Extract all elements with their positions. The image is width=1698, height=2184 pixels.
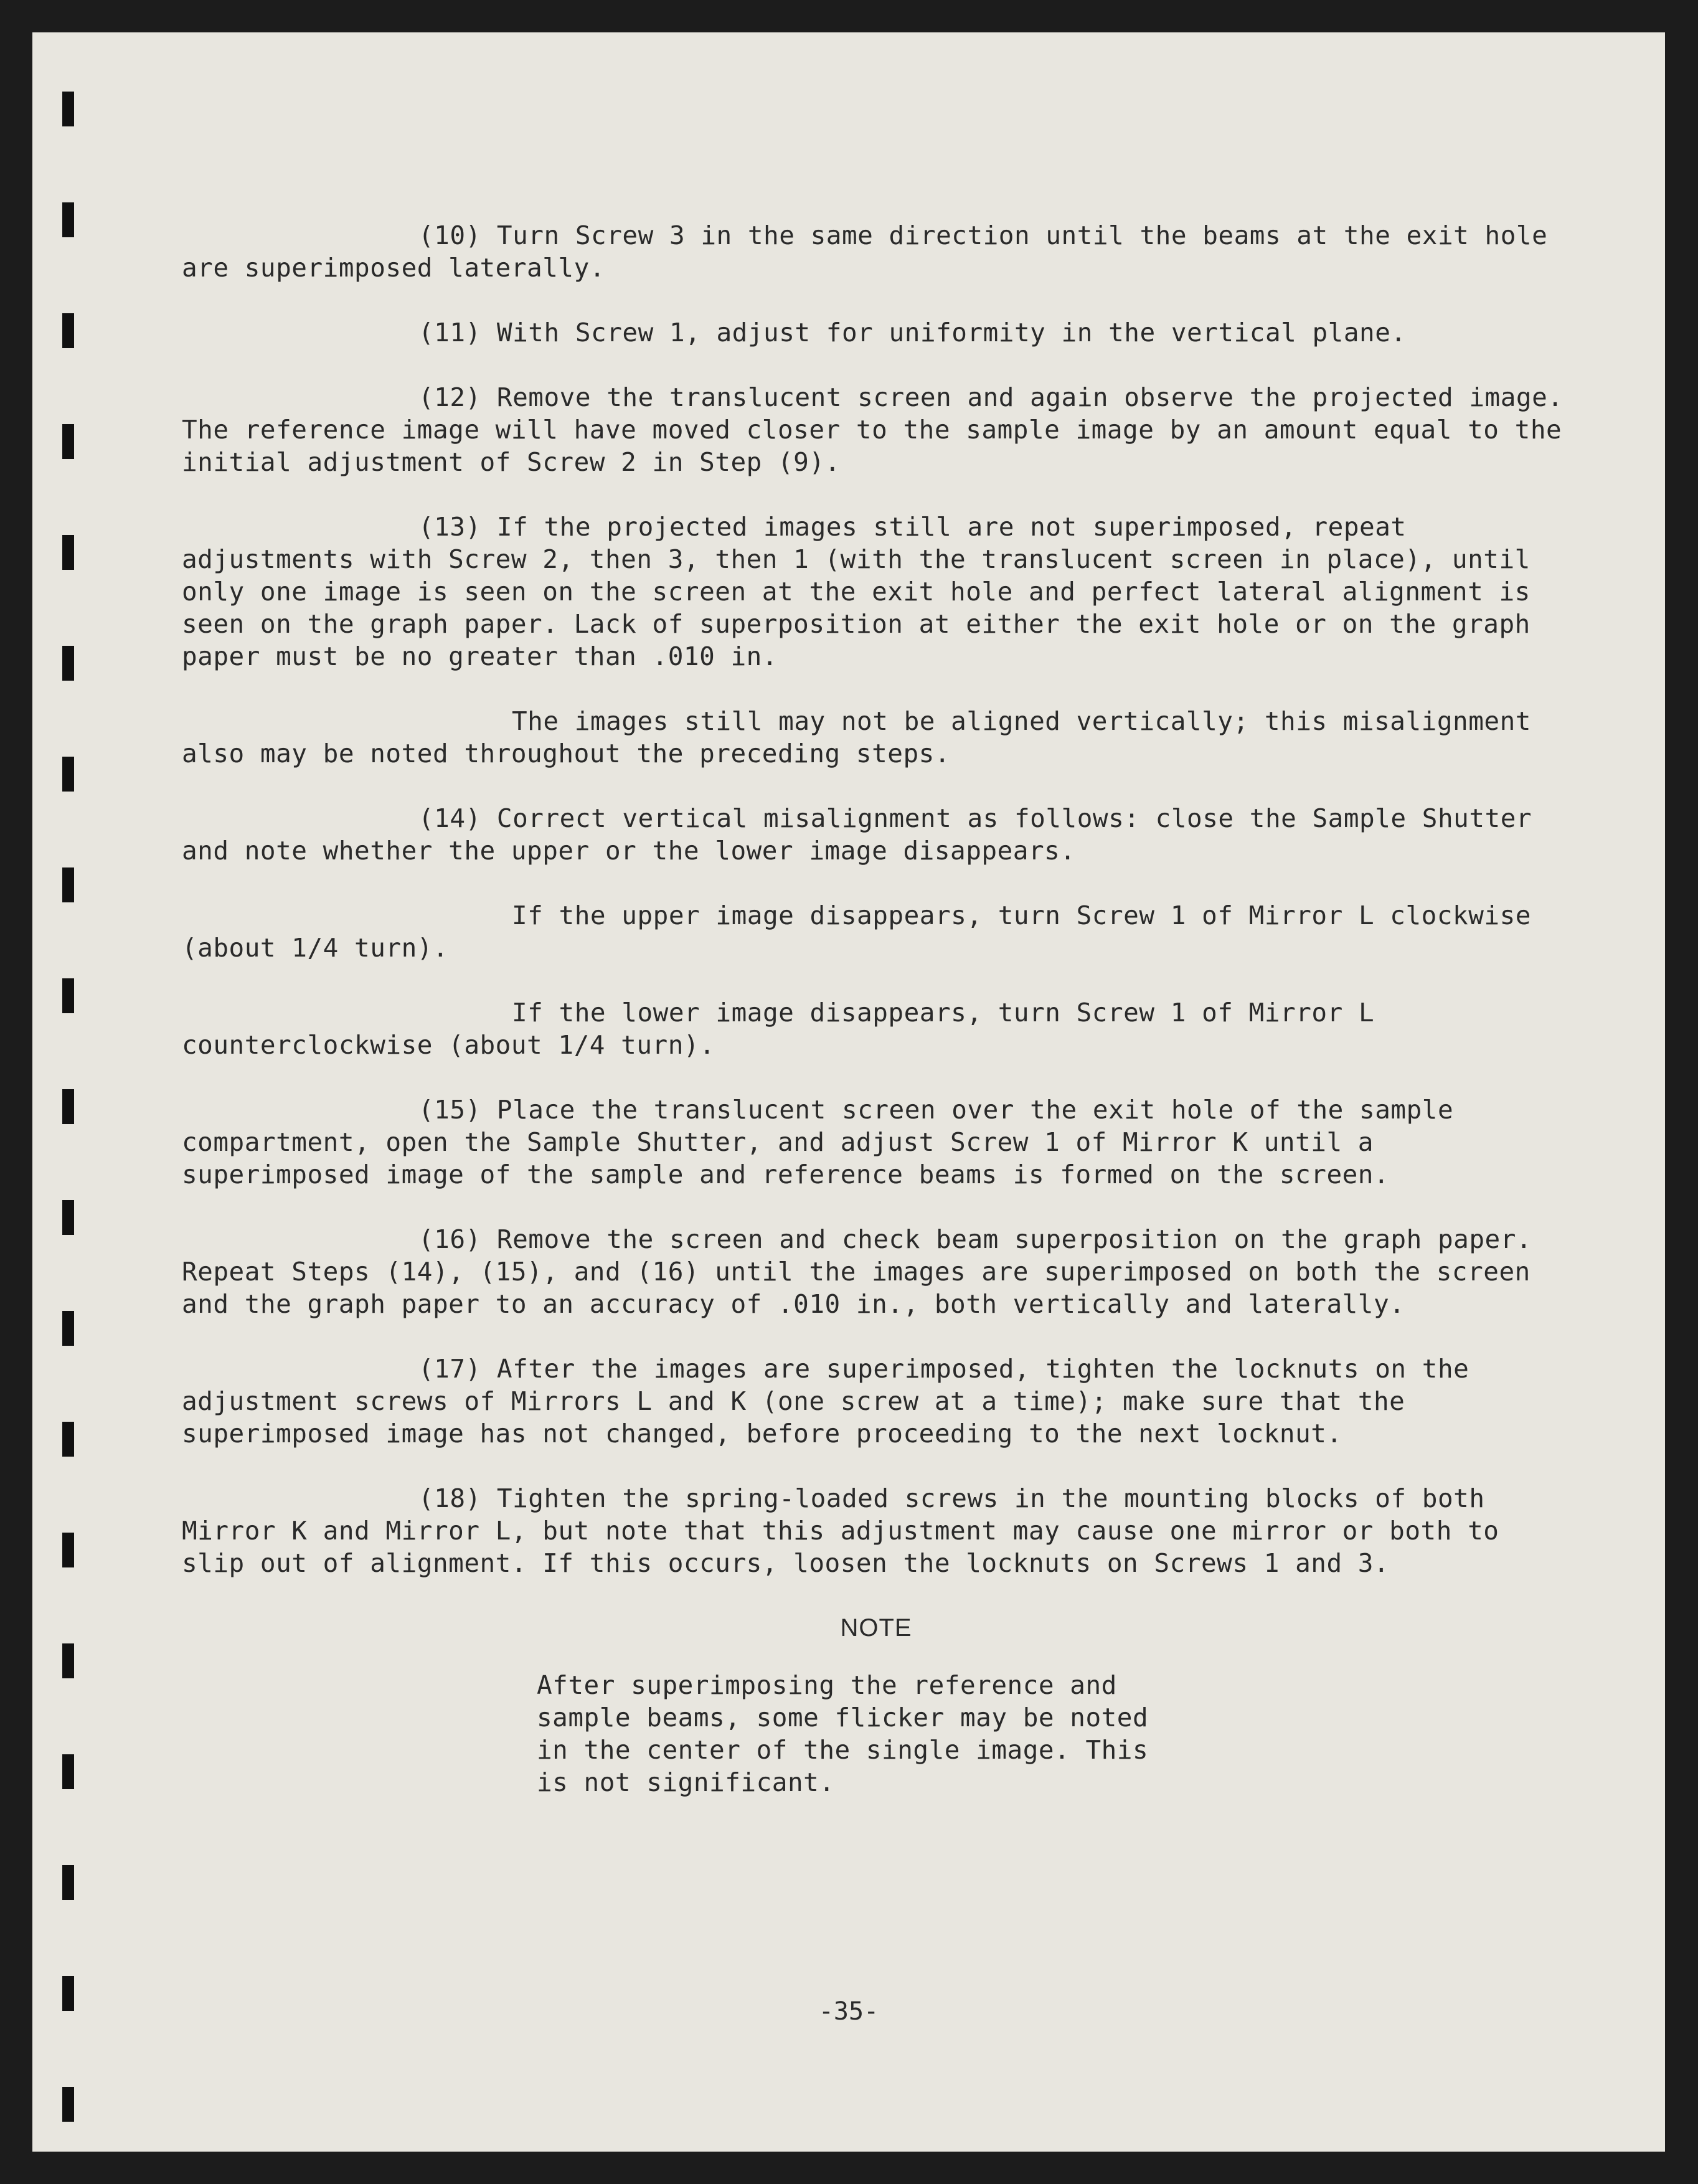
vertical-alignment-note: The images still may not be aligned vertically; this misalignment also may be noted throughout the preceding steps. <box>182 706 1531 768</box>
binder-hole <box>62 1200 74 1235</box>
binder-hole <box>62 313 74 348</box>
step-16-paragraph: (16) Remove the screen and check beam superposition on the graph paper. Repeat Steps (14), (15), and (16) until the images are superimposed on both the screen and the graph paper to an accuracy of .010 in., both vertically and laterally. <box>182 1224 1532 1319</box>
note-heading: NOTE <box>840 1614 912 1642</box>
binder-hole <box>62 424 74 459</box>
step-17-paragraph: (17) After the images are superimposed, tighten the locknuts on the adjustment screws of Mirrors L and K (one screw at a time); make sure that the superimposed image has not changed, before proceeding to the next locknut. <box>182 1354 1469 1449</box>
step-10-paragraph: (10) Turn Screw 3 in the same direction until the beams at the exit hole are superimposed laterally. <box>182 220 1548 283</box>
step-14-paragraph: (14) Correct vertical misalignment as follows: close the Sample Shutter and note whether the upper or the lower image disappears. <box>182 803 1532 866</box>
step-18-paragraph: (18) Tighten the spring-loaded screws in the mounting blocks of both Mirror K and Mirror L, but note that this adjustment may cause one mirror or both to slip out of alignment. If this occurs, loosen the locknuts on Screws 1 and 3. <box>182 1483 1499 1578</box>
binder-hole <box>62 1865 74 1900</box>
binder-hole <box>62 2087 74 2122</box>
binder-hole <box>62 1643 74 1678</box>
binder-hole <box>62 646 74 681</box>
step-13-paragraph: (13) If the projected images still are not superimposed, repeat adjustments with Screw 2, then 3, then 1 (with the translucent screen in place), until only one image is seen on the screen at the exit hole and perfect lateral alignment is seen on the graph paper. Lack of superposition at either the exit hole or on the graph paper must be no greater than .010 in. <box>182 512 1531 671</box>
document-body <box>182 219 1570 1799</box>
step-11-paragraph: (11) With Screw 1, adjust for uniformity in the vertical plane. <box>418 318 1407 347</box>
document-page <box>32 32 1665 2152</box>
binder-holes <box>62 92 75 2122</box>
binder-hole <box>62 1533 74 1567</box>
binder-hole <box>62 1089 74 1124</box>
page-number: -35- <box>818 1997 879 2026</box>
binder-hole <box>62 1754 74 1789</box>
binder-hole <box>62 867 74 902</box>
binder-hole <box>62 978 74 1013</box>
step-15-paragraph: (15) Place the translucent screen over the exit hole of the sample compartment, open the Sample Shutter, and adjust Screw 1 of Mirror K until a superimposed image of the sample and reference beams is formed on the screen. <box>182 1095 1454 1189</box>
note-body: After superimposing the reference and sample beams, some flicker may be noted in the center of the single image. This is not significant. <box>537 1670 1149 1797</box>
binder-hole <box>62 1422 74 1457</box>
binder-hole <box>62 202 74 237</box>
binder-hole <box>62 1311 74 1346</box>
binder-hole <box>62 757 74 792</box>
binder-hole <box>62 535 74 570</box>
lower-image-instruction: If the lower image disappears, turn Screw 1 of Mirror L counterclockwise (about 1/4 turn). <box>182 998 1375 1060</box>
upper-image-instruction: If the upper image disappears, turn Screw 1 of Mirror L clockwise (about 1/4 turn). <box>182 901 1531 963</box>
step-12-paragraph: (12) Remove the translucent screen and again observe the projected image. The reference image will have moved closer to the sample image by an amount equal to the initial adjustment of Screw 2 in Step (9). <box>182 382 1564 477</box>
binder-hole <box>62 92 74 126</box>
